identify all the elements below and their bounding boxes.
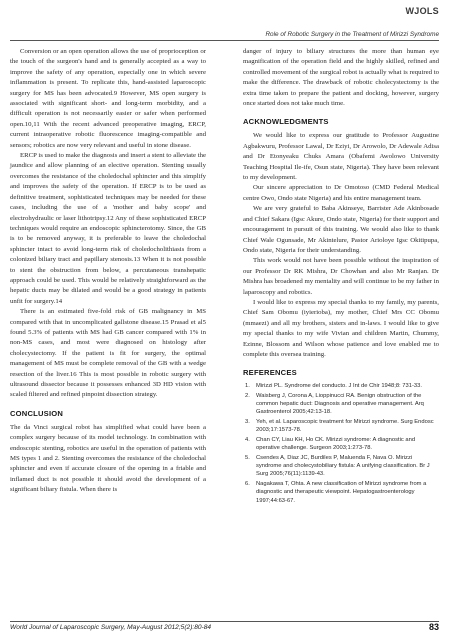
acknowledgment-paragraph: I would like to express my special thanks to my family, my parents, Chief Sam Obomu (iyierioba), my mother, Chief Mrs CC Obomu (mmaezi) and all my brothers, sisters and in-laws. I would like to give my special thanks to my wife Vivian and children Martin, Chummy, Ezinne, Blossom and Wilson whose patience and love enabled me to complete this oversea training. [243,298,439,358]
reference-number: 1. [245,383,250,390]
reference-text: Nagakawa T, Ohta. A new classification of Mirizzi syndrome from a diagnostic and therapeutic viewpoint. Hepatogastroenterology 1997;44:63-67. [256,481,427,504]
acknowledgment-paragraph: This work would not have been possible without the inspiration of our Professor Dr RK Mishra, Dr Chowhan and also Mr Ranjan. Dr Mishra has broadened my mentality and will continue to be my father in laparoscopy and robotics. [243,257,439,296]
conclusion-heading: CONCLUSION [10,408,64,418]
reference-item [243,436,439,452]
reference-text: Waisberg J, Corona A, Lioppinucci RA. Benign obstruction of the common hepatic duct: Diagnosis and operative management. Arq Gastroenterol 2005;42:13-18. [256,393,424,416]
right-column [243,47,439,506]
reference-number: 5. [245,455,250,461]
reference-number: 2. [245,393,250,400]
reference-number: 3. [245,419,250,426]
acknowledgment-paragraph: Our sincere appreciation to Dr Omotoso (CMD Federal Medical centre Owo, Ondo state Nigeria) and his entire management team. [243,184,439,202]
reference-number: 4. [245,437,250,444]
footer-rule [10,621,439,622]
reference-text: Chan CY, Liau KH, Ho CK. Mirizzi syndrome: A diagnostic and operative challenge. Surgeon 2003;1:273-78. [256,437,416,452]
reference-item [243,392,439,417]
body-paragraph: danger of injury to biliary structures the more than human eye magnification of the operation field and the highly skilled, refined and controlled movement of the surgical robot is actually what is required to make the difference. The drawback of robotic cholecystectomy is the extra time taken to prepare the patient and docking, however, surgery once started does not take much time. [243,48,439,108]
body-paragraph: ERCP is used to make the diagnosis and insert a stent to alleviate the jaundice and allow planning of an elective operation. Stenting usually overcomes the resistance of the choledochal sphincter and this simplify and improves the safety of the operation. If ERCP is to be used as definitive treatment, sophisticated techniques may be needed for these cases, including the use of a 'mother and baby scope' and electrohydraulic or laser lithotripsy.12 Any of these sophisticated ERCP techniques would require an endoscopic sphincterotomy. Since, the GB is to be removed anyway, it is preferable to leave the choledochal sphincter intact to avoid long-term risk of choledocholithiasis from a colonized biliary tract and papillary stenosis.13 When it is not possible to stent the obstruction from below, a percutaneous transhepatic approach could be used. This would be relatively straightforward as the hepatic ducts may be dilated and would be a good strategy in patients unfit for surgery.14 [10,152,206,305]
journal-logo: WJOLS [405,6,439,16]
conclusion-paragraph: The da Vinci surgical robot has simplified what could have been a complex surgery because of its model technology. In combination with endoscopic stenting, robotics are useful in the operation of patients with MS types 1 and 2. Stenting overcomes the resistance of the choledochal sphincter and even if accurate closure of the opening in a friable and inflamed duct is not possible it should avoid the development of a significant biliary fistula. When there is [10,423,206,494]
body-paragraph: Conversion or an open operation allows the use of proprioception or the touch of the surgeon's hand and is generally accepted as a way to improve the safety of any operation, especially one in which severe inflammation is present. To replicate this, hand-assisted laparoscopic surgery for MS has been advocated.9 However, MS open surgery is associated with significant short- and long-term morbidity, and a difficult operation is not necessarily easier or safer when performed open.10,11 With the recent advanced preoperative imaging, ERCP, current intraoperative robotic fluorescence imaging-compatible and sensors; robotics are now very relevant and useful in stone disease. [10,48,206,149]
reference-text: Csendes A, Diaz JC, Burdiles P, Maluenda F, Nava O. Mirizzi syndrome and cholecystobiliary fistula: A unifying classification. Br J Surg 2005;76(11):1139-43. [256,455,430,478]
reference-item [243,382,439,390]
acknowledgment-paragraph: We would like to express our gratitude to Professor Augustine Agbakwuru, Professor Lawal, Dr Eziyi, Dr Arowolo, Dr Adewale Adisa and Dr Etonyeaku Chuks Amara (Obafemi Awolowo University Teaching Hospital Ile-ife, Osun state, Nigeria). They have been relevant to my development. [243,132,439,182]
reference-item [243,454,439,479]
acknowledgments-heading: ACKNOWLEDGMENTS [243,117,329,127]
references-heading: REFERENCES [243,368,297,378]
left-column [10,47,206,496]
running-title: Role of Robotic Surgery in the Treatment of Mirizzi Syndrome [265,31,439,38]
reference-text: Mirizzi PL. Syndrome del conducto. J Int de Chir 1948;8: 731-33. [256,383,422,390]
reference-item [243,418,439,434]
acknowledgment-paragraph: We are very grateful to Baba Akinseye, Barrister Ade Akinbosade and Chief Sakara (Igsc Akure, Ondo state, Nigeria) for their support and encouragement in pursuit of this training. We would also like to thank Chief Wale Ogunsade, Mr Akintelure, Pastor Arioloye Igsc Okitipupa, Ondo state, Nigeria for their understanding. [243,205,439,254]
body-paragraph: There is an estimated five-fold risk of GB malignancy in MS compared with that in uncomplicated gallstone disease.15 Prasad et al5 found 5.3% of patients with MS had GB cancer compared with 1% in non-MS cases, and most were diagnosed on histology after cholecystectomy. If the patient is fit for surgery, the optimal management of MS must be complete removal of the GB with a wedge resection of the liver.16 This is most possible in robotic surgery with ultrasound dissector because it possesses enhanced 3D HD vision with scaled filtered and refined pinpoint dissection strategy. [10,308,206,399]
reference-list [243,382,439,504]
reference-item [243,480,439,505]
header-rule [10,40,439,41]
page-number: 83 [428,622,439,632]
reference-text: Yeh, et al. Laparoscopic treatment for Mirizzi syndrome. Surg Endosc 2003;17:1573-78. [256,419,434,434]
journal-citation: World Journal of Laparoscopic Surgery, May-August 2012;5(2):80-84 [10,624,212,631]
reference-number: 6. [245,481,250,488]
